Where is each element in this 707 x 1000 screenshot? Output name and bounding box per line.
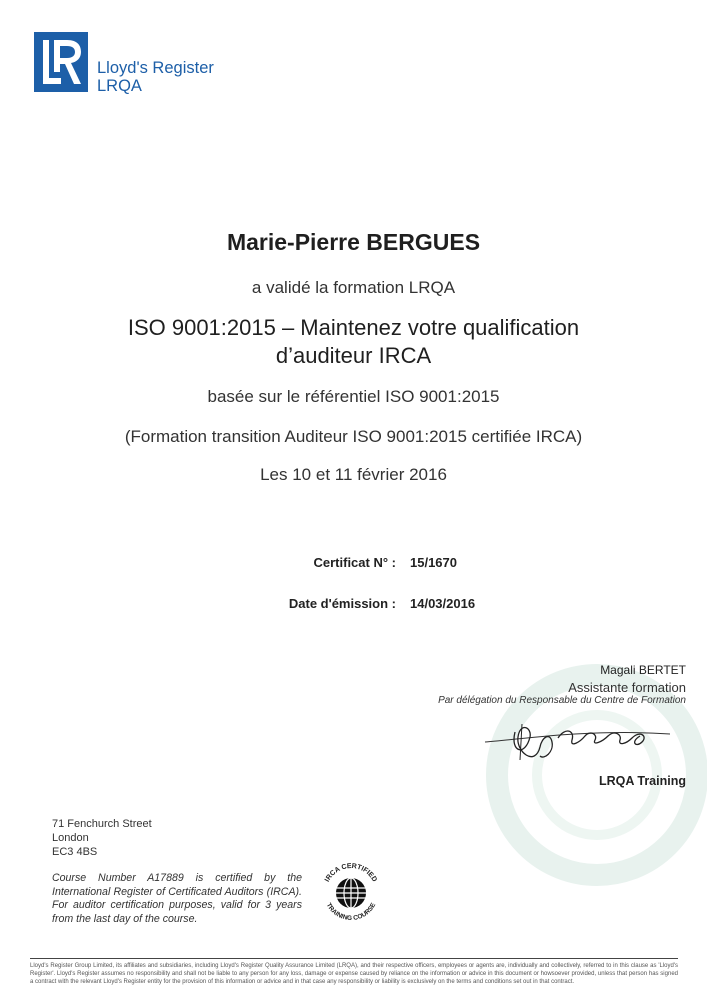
lr-logo-icon [34, 32, 88, 92]
logo-line-1: Lloyd's Register [97, 59, 214, 77]
validated-text: a validé la formation LRQA [251, 278, 456, 297]
footer-divider [30, 958, 678, 959]
signatory-organisation: LRQA Training [598, 774, 686, 788]
certificate-number-label: Certificat N° : [313, 555, 396, 570]
certificate-number: 15/1670 [410, 555, 457, 570]
address-block [52, 817, 152, 859]
course-title-line-1: ISO 9001:2015 – Maintenez votre qualification [127, 315, 580, 340]
handwritten-signature [480, 712, 680, 777]
course-dates: Les 10 et 11 février 2016 [260, 465, 447, 484]
transition-text: (Formation transition Auditeur ISO 9001:2015 certifiée IRCA) [124, 427, 583, 446]
signatory-title: Assistante formation [568, 680, 686, 695]
legal-disclaimer: Lloyd's Register Group Limited, its affiliates and subsidiaries, including Lloyd's Register Quality Assurance Limited (LRQA), and their respective officers, employees or agents are, individually and collectively, referred to in this clause as 'Lloyd's Register'. Lloyd's Register assumes no responsibility and shall not be liable to any person for any loss, damage or expense caused by reliance on the information or advice in this document or howsoever provided, unless that person has signed a contract with the relevant Lloyd's Register entity for the provision of this information or advice and in that case any responsibility or liability is exclusively on the terms and conditions set out in that contract. [30, 963, 678, 985]
globe-seal-icon [318, 860, 384, 926]
issue-date: 14/03/2016 [410, 596, 476, 611]
lr-logo-mark [34, 32, 88, 92]
svg-text:IRCA CERTIFIED: IRCA CERTIFIED [323, 862, 378, 884]
delegation-text: Par délégation du Responsable du Centre de Formation [438, 695, 686, 706]
svg-text:TRAINING COURSE: TRAINING COURSE [324, 901, 378, 923]
signatory-name: Magali BERTET [600, 663, 686, 677]
issue-date-label: Date d'émission : [288, 596, 396, 611]
irca-certified-seal [318, 860, 384, 931]
course-title-line-2: d’auditeur IRCA [275, 343, 432, 368]
logo-wordmark [97, 59, 214, 95]
address-line-2: London [52, 832, 89, 844]
logo-line-2: LRQA [97, 77, 142, 95]
course-title [0, 314, 707, 370]
address-line-3: EC3 4BS [52, 846, 98, 858]
address-line-1: 71 Fenchurch Street [52, 818, 152, 830]
standard-text: basée sur le référentiel ISO 9001:2015 [207, 387, 500, 406]
course-note: Course Number A17889 is certified by the International Register of Certificated Auditors (IRCA). For auditor certification purposes, valid for 3 years from the last day of the course. [52, 872, 302, 925]
recipient-name: Marie-Pierre BERGUES [226, 229, 481, 255]
